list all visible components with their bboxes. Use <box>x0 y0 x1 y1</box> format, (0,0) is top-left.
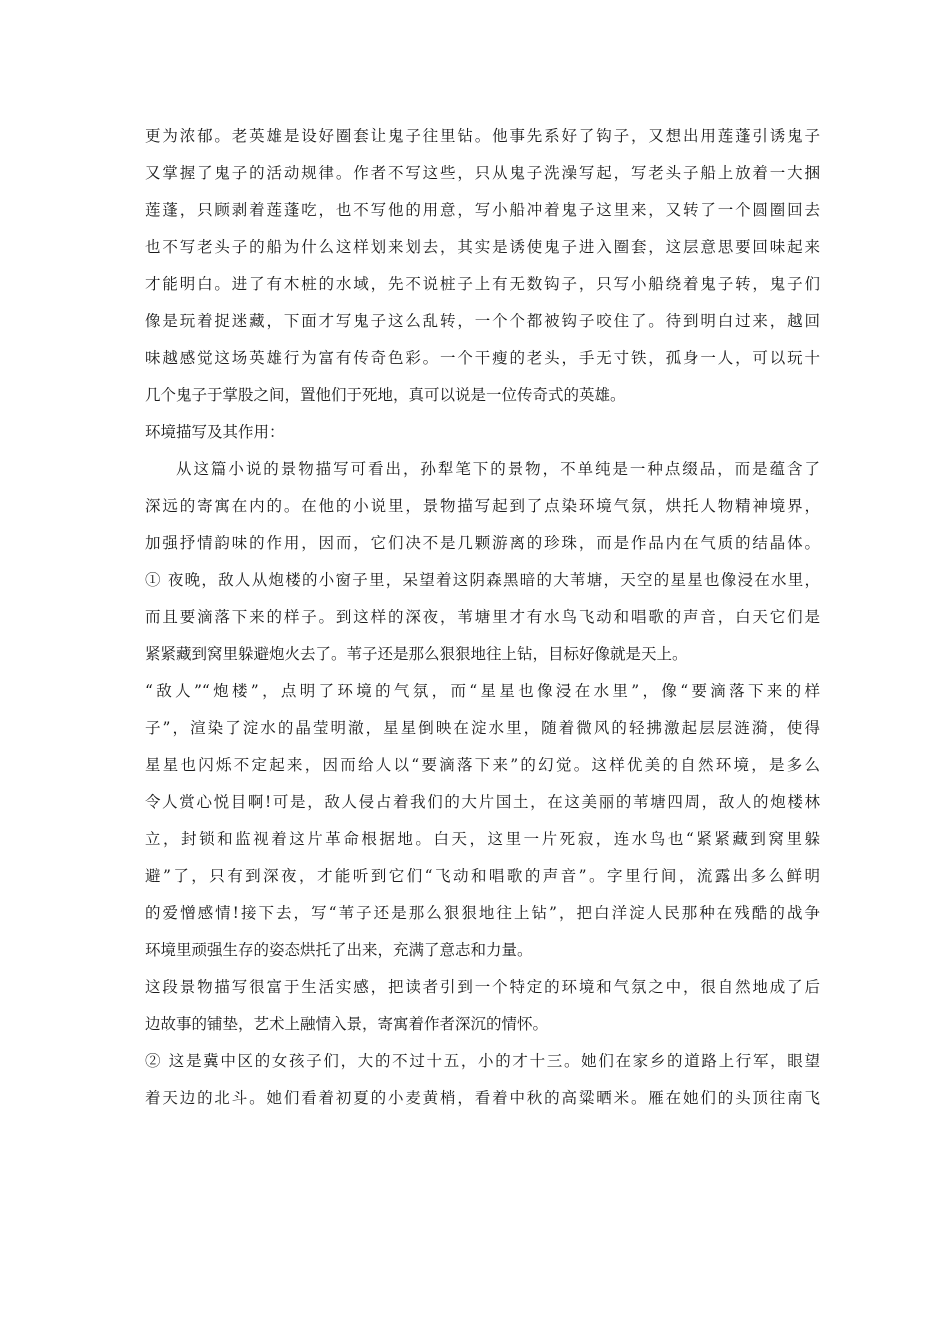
text-line: 才能明白。进了有木桩的水域，先不说桩子上有无数钩子，只写小船绕着鬼子转，鬼子们 <box>145 275 820 293</box>
text-line: 立，封锁和监视着这片革命根据地。白天，这里一片死寂，连水鸟也“紧紧藏到窝里躲 <box>145 830 820 848</box>
text-line: 几个鬼子于掌股之间，置他们于死地，真可以说是一位传奇式的英雄。 <box>145 386 626 404</box>
text-line: 像是玩着捉迷藏，下面才写鬼子这么乱转，一个个都被钩子咬住了。待到明白过来，越回 <box>145 312 820 330</box>
document-body <box>145 118 820 1117</box>
text-line: 避”了，只有到深夜，才能听到它们“飞动和唱歌的声音”。字里行间，流露出多么鲜明 <box>145 867 820 885</box>
text-line: 深远的寄寓在内的。在他的小说里，景物描写起到了点染环境气氛，烘托人物精神境界， <box>145 497 820 515</box>
text-line: 这段景物描写很富于生活实感，把读者引到一个特定的环境和气氛之中，很自然地成了后 <box>145 978 820 996</box>
text-line: 子”，渲染了淀水的晶莹明澈，星星倒映在淀水里，随着微风的轻拂激起层层涟漪，使得 <box>145 719 820 737</box>
text-line: ① 夜晚，敌人从炮楼的小窗子里，呆望着这阴森黑暗的大苇塘，天空的星星也像浸在水里， <box>145 571 820 589</box>
text-line: 加强抒情韵味的作用，因而，它们决不是几颗游离的珍珠，而是作品内在气质的结晶体。 <box>145 534 820 552</box>
text-line: 环境描写及其作用： <box>145 423 285 441</box>
text-line: 环境里顽强生存的姿态烘托了出来，充满了意志和力量。 <box>145 941 533 959</box>
text-line: 从这篇小说的景物描写可看出，孙犁笔下的景物，不单纯是一种点缀品，而是蕴含了 <box>176 460 820 478</box>
text-line: 令人赏心悦目啊!可是，敌人侵占着我们的大片国土，在这美丽的苇塘四周，敌人的炮楼林 <box>145 793 820 811</box>
text-line: “敌人”“炮楼”，点明了环境的气氛，而“星星也像浸在水里”，像“要滴落下来的样 <box>145 682 820 700</box>
text-line: 味越感觉这场英雄行为富有传奇色彩。一个干瘦的老头，手无寸铁，孤身一人，可以玩十 <box>145 349 820 367</box>
text-line: 更为浓郁。老英雄是设好圈套让鬼子往里钻。他事先系好了钩子，又想出用莲蓬引诱鬼子 <box>145 127 820 145</box>
text-line: 紧紧藏到窝里躲避炮火去了。苇子还是那么狠狠地往上钻，目标好像就是天上。 <box>145 645 688 663</box>
text-line: ② 这是冀中区的女孩子们，大的不过十五，小的才十三。她们在家乡的道路上行军，眼望 <box>145 1052 820 1070</box>
text-line: 边故事的铺垫，艺术上融情入景，寄寓着作者深沉的情怀。 <box>145 1015 549 1033</box>
text-line: 莲蓬，只顾剥着莲蓬吃，也不写他的用意，写小船冲着鬼子这里来，又转了一个圆圈回去 <box>145 201 820 219</box>
text-line: 着天边的北斗。她们看着初夏的小麦黄梢，看着中秋的高粱晒米。雁在她们的头顶往南飞 <box>145 1089 820 1107</box>
text-line: 而且要滴落下来的样子。到这样的深夜，苇塘里才有水鸟飞动和唱歌的声音，白天它们是 <box>145 608 820 626</box>
text-line: 的爱憎感情!接下去，写“苇子还是那么狠狠地往上钻”，把白洋淀人民那种在残酷的战争 <box>145 904 820 922</box>
text-line: 又掌握了鬼子的活动规律。作者不写这些，只从鬼子洗澡写起，写老头子船上放着一大捆 <box>145 164 820 182</box>
text-line: 也不写老头子的船为什么这样划来划去，其实是诱使鬼子进入圈套，这层意思要回味起来 <box>145 238 820 256</box>
text-line: 星星也闪烁不定起来，因而给人以“要滴落下来”的幻觉。这样优美的自然环境，是多么 <box>145 756 820 774</box>
